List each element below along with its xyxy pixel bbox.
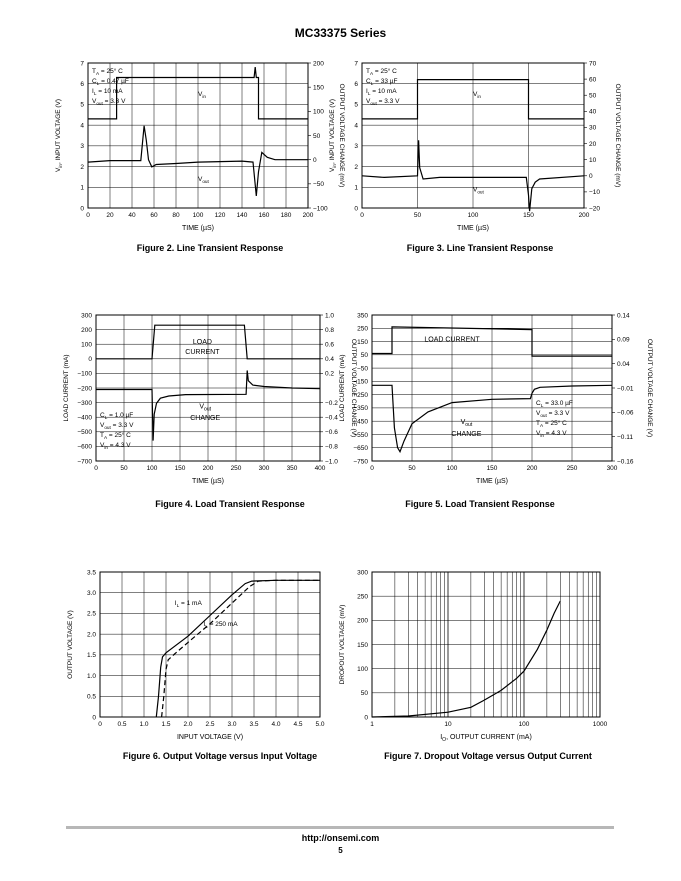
y2-tick-label: −50: [313, 181, 325, 189]
y2-tick-label: 0.14: [617, 312, 630, 320]
y-tick-label: 5: [80, 101, 84, 109]
y2-tick-label: 30: [589, 124, 597, 132]
y-tick-label: 150: [357, 641, 368, 649]
y-tick-label: 3: [80, 143, 84, 151]
figure-2: [40, 55, 350, 260]
condition-label: $T_A = 25^\circ$ C: [92, 68, 123, 76]
figure-6-chart: [40, 560, 350, 750]
figure-5: [340, 305, 670, 495]
figure-6-caption: Figure 6. Output Voltage versus Input Voltage: [122, 751, 318, 761]
x-axis-title: TIME (µS): [456, 225, 490, 232]
y2-axis-title: OUTPUT VOLTAGE CHANGE (V): [646, 338, 653, 438]
y2-tick-label: 0.6: [325, 341, 335, 349]
y2-tick-label: 200: [313, 60, 324, 68]
y-tick-label: 350: [357, 312, 368, 320]
y-tick-label: 3.5: [86, 569, 96, 577]
y2-tick-label: −10: [589, 189, 601, 197]
x-tick-label: 4.5: [293, 721, 303, 728]
figure-7-caption: Figure 7. Dropout Voltage versus Output Current: [384, 751, 592, 761]
condition-label: $V_{out} = 3.3$ V: [100, 422, 134, 430]
x-tick-label: 300: [606, 465, 618, 472]
y-tick-label: −50: [356, 365, 368, 373]
y2-tick-label: −0.06: [617, 409, 634, 417]
y-tick-label: −650: [353, 445, 368, 453]
condition-label: $V_{in} = 4.3$ V: [536, 430, 567, 438]
y2-tick-label: −0.01: [617, 385, 634, 393]
x-axis-title: TIME (µS): [181, 225, 215, 232]
y-tick-label: 250: [357, 593, 368, 601]
x-tick-label: 140: [236, 212, 248, 219]
y-axis-title: OUTPUT VOLTAGE (V): [67, 610, 74, 679]
y-tick-label: 3.0: [86, 590, 96, 598]
figure-4-chart: [40, 305, 357, 495]
y-tick-label: −450: [353, 418, 368, 426]
x-tick-label: 150: [486, 465, 498, 472]
y2-tick-label: −20: [589, 205, 601, 213]
page-header: MC33375 Series: [294, 26, 387, 40]
y-tick-label: 2.0: [86, 631, 96, 639]
y-tick-label: 150: [357, 338, 368, 346]
curve-label: $I_L = 250$ mA: [203, 620, 238, 629]
x-axis-title: $I_O$, OUTPUT CURRENT (mA): [440, 734, 532, 744]
figure-7-chart: [340, 560, 650, 750]
curve-label: LOAD CURRENT: [424, 336, 480, 344]
y-tick-label: 250: [357, 325, 368, 333]
x-tick-label: 0.5: [117, 721, 127, 728]
x-tick-label: 250: [230, 465, 242, 472]
y-tick-label: 100: [81, 341, 92, 349]
y2-tick-label: 0.2: [325, 370, 335, 378]
y2-tick-label: 70: [589, 60, 597, 68]
y-tick-label: −350: [353, 405, 368, 413]
condition-label: $C_L = 0.47$ µF: [92, 78, 129, 86]
y-tick-label: −100: [77, 370, 92, 378]
x-tick-label: 80: [172, 212, 180, 219]
y-tick-label: 1.5: [86, 652, 96, 660]
y-tick-label: 6: [80, 81, 84, 89]
curve-label: $V_{in}$: [198, 91, 206, 100]
figure-2-chart: [40, 55, 350, 260]
condition-label: $I_L = 10$ mA: [92, 88, 123, 96]
y-tick-label: −150: [353, 378, 368, 386]
y2-tick-label: 0.8: [325, 326, 335, 334]
x-axis-title: TIME (µS): [475, 478, 509, 485]
y-tick-label: −500: [77, 429, 92, 437]
curve-label: CHANGE: [451, 430, 482, 438]
x-tick-label: 300: [258, 465, 270, 472]
y2-tick-label: 0: [313, 156, 317, 164]
x-tick-label: 100: [446, 465, 458, 472]
x-tick-label: 200: [578, 212, 590, 219]
condition-label: $C_L = 33.0$ µF: [536, 400, 573, 408]
x-tick-label: 150: [523, 212, 534, 219]
curve-label: CHANGE: [190, 415, 221, 423]
series-line-1: [372, 601, 560, 717]
y2-tick-label: 0: [589, 173, 593, 181]
curve-label: CURRENT: [185, 349, 220, 357]
y-tick-label: 300: [357, 569, 368, 577]
y-axis-title: LOAD CURRENT (mA): [63, 354, 70, 422]
curve-label: $V_{out}$: [473, 186, 484, 195]
x-tick-label: 160: [258, 212, 270, 219]
y-tick-label: −700: [77, 458, 92, 466]
condition-label: $V_{out} = 3.3$ V: [366, 98, 400, 106]
x-tick-label: 5.0: [315, 721, 325, 728]
y2-tick-label: −0.4: [325, 414, 338, 422]
condition-label: $T_A = 25^\circ$ C: [536, 420, 567, 428]
figure-4-caption: Figure 4. Load Transient Response: [155, 499, 305, 509]
condition-label: $V_{in} = 4.3$ V: [100, 442, 131, 450]
y2-tick-label: −0.16: [617, 458, 634, 466]
y2-tick-label: −0.8: [325, 443, 338, 451]
y2-tick-label: 40: [589, 108, 597, 116]
figure-3-chart: [329, 55, 670, 260]
condition-label: $V_{out} = 3.3$ V: [92, 98, 126, 106]
y2-axis-title: OUTPUT VOLTAGE CHANGE (V): [350, 338, 357, 438]
y2-tick-label: 50: [313, 132, 321, 140]
y-tick-label: 2.5: [86, 610, 96, 618]
y-tick-label: −550: [353, 431, 368, 439]
curve-label: LOAD: [192, 339, 212, 347]
x-tick-label: 20: [106, 212, 114, 219]
y-tick-label: −200: [77, 385, 92, 393]
x-tick-label: 150: [174, 465, 186, 472]
y-tick-label: 1: [80, 184, 84, 192]
y-tick-label: 200: [81, 326, 92, 334]
x-tick-label: 180: [280, 212, 292, 219]
y2-tick-label: −0.11: [617, 433, 633, 441]
y-tick-label: 200: [357, 617, 368, 625]
y-tick-label: 2: [354, 163, 358, 171]
y2-tick-label: 0.4: [325, 356, 335, 364]
x-tick-label: 0: [370, 465, 374, 472]
y-tick-label: 4: [354, 122, 358, 130]
x-tick-label: 0: [360, 212, 364, 219]
y-tick-label: −400: [77, 414, 92, 422]
y-axis-title: $V_{in}$, INPUT VOLTAGE (V): [329, 99, 337, 172]
x-tick-label: 50: [408, 465, 416, 472]
y-tick-label: −600: [77, 443, 92, 451]
y2-tick-label: −100: [313, 205, 328, 213]
figure-4: [40, 305, 357, 495]
x-tick-label: 60: [150, 212, 158, 219]
y-tick-label: 4: [80, 122, 84, 130]
x-tick-label: 50: [120, 465, 128, 472]
curve-label: $V_{out}$: [199, 403, 212, 413]
x-tick-label: 4.0: [271, 721, 281, 728]
y2-tick-label: 20: [589, 140, 597, 148]
y-tick-label: −300: [77, 399, 92, 407]
x-tick-label: 200: [526, 465, 538, 472]
figure-7: [340, 560, 650, 750]
x-tick-label: 100: [146, 465, 158, 472]
x-tick-label: 200: [202, 465, 214, 472]
y-tick-label: −750: [353, 458, 368, 466]
curve-label: $I_L = 1$ mA: [174, 600, 202, 609]
curve-label: $V_{in}$: [473, 91, 481, 100]
x-tick-label: 0: [86, 212, 90, 219]
x-tick-label: 250: [566, 465, 578, 472]
curve-label: $V_{out}$: [198, 176, 209, 185]
y2-axis-title: OUTPUT VOLTAGE CHANGE (mV): [338, 83, 345, 188]
x-tick-label: 3.0: [227, 721, 237, 728]
x-tick-label: 1: [370, 721, 374, 728]
x-tick-label: 2.5: [205, 721, 215, 728]
y-tick-label: 1.0: [86, 672, 96, 680]
x-tick-label: 400: [314, 465, 326, 472]
y2-tick-label: 0.09: [617, 336, 630, 344]
y-tick-label: 5: [354, 101, 358, 109]
y2-tick-label: 60: [589, 76, 597, 84]
x-axis-title: INPUT VOLTAGE (V): [176, 734, 244, 741]
y2-tick-label: 150: [313, 84, 324, 92]
y-tick-label: 0: [80, 205, 84, 213]
footer-rule: [66, 826, 614, 829]
y-axis-title: $V_{in}$, INPUT VOLTAGE (V): [55, 99, 63, 172]
y-tick-label: 6: [354, 81, 358, 89]
x-tick-label: 40: [128, 212, 136, 219]
y-tick-label: 100: [357, 665, 368, 673]
y-tick-label: 3: [354, 143, 358, 151]
y2-tick-label: 1.0: [325, 312, 335, 320]
x-tick-label: 3.5: [249, 721, 259, 728]
x-tick-label: 100: [192, 212, 204, 219]
y-tick-label: 0: [354, 205, 358, 213]
x-axis-title: TIME (µS): [191, 478, 225, 485]
x-tick-label: 1.5: [161, 721, 171, 728]
y2-tick-label: −1.0: [325, 458, 338, 466]
y2-tick-label: −0.2: [325, 399, 338, 407]
y-tick-label: 0.5: [86, 693, 96, 701]
y-tick-label: 2: [80, 163, 84, 171]
x-tick-label: 0: [98, 721, 102, 728]
x-tick-label: 0: [94, 465, 98, 472]
x-tick-label: 1000: [592, 721, 608, 728]
condition-label: $C_L = 33$ µF: [366, 78, 398, 86]
condition-label: $I_L = 10$ mA: [366, 88, 397, 96]
x-tick-label: 350: [286, 465, 298, 472]
y-tick-label: 50: [360, 352, 368, 360]
y2-tick-label: 100: [313, 108, 324, 116]
y2-tick-label: −0.6: [325, 429, 338, 437]
y-tick-label: 7: [80, 60, 84, 68]
condition-label: $T_A = 25^\circ$ C: [366, 68, 397, 76]
y-tick-label: 0: [364, 714, 368, 722]
x-tick-label: 1.0: [139, 721, 149, 728]
y-tick-label: 50: [360, 690, 368, 698]
y-axis-title: DROPOUT VOLTAGE (mV): [339, 604, 346, 685]
footer-url[interactable]: http://onsemi.com: [301, 833, 380, 843]
x-tick-label: 10: [444, 721, 452, 728]
figure-5-caption: Figure 5. Load Transient Response: [405, 499, 555, 509]
condition-label: $C_L = 1.0$ µF: [100, 412, 134, 420]
y2-tick-label: 0.04: [617, 360, 630, 368]
y-tick-label: 0: [88, 356, 92, 364]
y-tick-label: 0: [92, 714, 96, 722]
figure-3: [329, 55, 670, 260]
y2-tick-label: 10: [589, 156, 597, 164]
figure-3-caption: Figure 3. Line Transient Response: [406, 243, 554, 253]
figure-2-caption: Figure 2. Line Transient Response: [136, 243, 284, 253]
figure-6: [40, 560, 350, 750]
y-tick-label: −250: [353, 391, 368, 399]
x-tick-label: 120: [214, 212, 226, 219]
x-tick-label: 2.0: [183, 721, 193, 728]
x-tick-label: 100: [467, 212, 479, 219]
y2-axis-title: OUTPUT VOLTAGE CHANGE (mV): [614, 83, 621, 188]
x-tick-label: 50: [413, 212, 422, 219]
condition-label: $T_A = 25^\circ$ C: [100, 432, 131, 440]
page-number: 5: [338, 846, 343, 855]
y-axis-title: LOAD CURRENT (mA): [339, 354, 346, 422]
figure-5-chart: [340, 305, 670, 495]
curve-label: $V_{out}$: [460, 418, 473, 428]
x-tick-label: 200: [302, 212, 314, 219]
y-tick-label: 7: [354, 60, 358, 68]
y-tick-label: 1: [354, 184, 358, 192]
y2-tick-label: 50: [589, 92, 597, 100]
condition-label: $V_{out} = 3.3$ V: [536, 410, 570, 418]
y-tick-label: 300: [81, 312, 92, 320]
x-tick-label: 100: [518, 721, 530, 728]
